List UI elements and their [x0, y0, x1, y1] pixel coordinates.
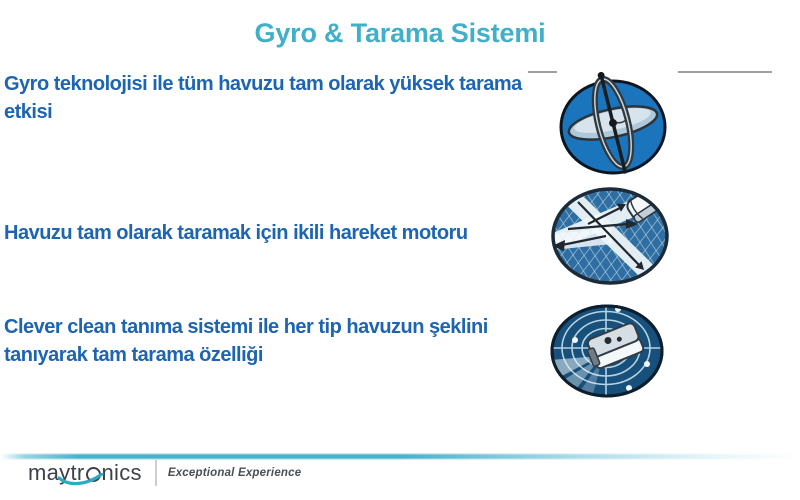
bullet-gyro-technology [4, 70, 522, 126]
brand-o-ring-icon [86, 467, 101, 482]
bullet-text-line: etkisi [4, 101, 53, 123]
bullet-clever-clean [4, 313, 488, 369]
bullet-text-line: tanıyarak tam tarama özelliği [4, 344, 263, 366]
pool-crisscross-scan-icon-svg [548, 184, 672, 290]
brand-tagline: Exceptional Experience [167, 467, 302, 479]
radar-shape-detection-icon-svg [548, 300, 668, 404]
decorative-rule-left [528, 71, 557, 73]
bullet-text-line: Havuzu tam olarak taramak için ikili hareket motoru [4, 222, 468, 244]
brand-text-suffix: nics [101, 460, 142, 485]
bullet-dual-motor [4, 219, 468, 247]
maytronics-logo [28, 460, 301, 486]
footer-gradient-divider [0, 454, 800, 459]
bullet-text-line: Clever clean tanıma sistemi ile her tip havuzun şeklini [4, 316, 488, 338]
brand-wordmark [28, 460, 142, 486]
pool-crisscross-scan-icon [548, 184, 672, 290]
brand-text-prefix: maytr [28, 460, 85, 485]
decorative-rule-right [678, 71, 772, 73]
bullet-text-line: Gyro teknolojisi ile tüm havuzu tam olarak yüksek tarama [4, 73, 522, 95]
radar-shape-detection-icon [548, 300, 668, 404]
gyroscope-icon-svg [556, 70, 668, 176]
gyroscope-icon [556, 70, 668, 176]
page-title: Gyro & Tarama Sistemi [254, 18, 546, 48]
logo-divider [155, 460, 157, 486]
